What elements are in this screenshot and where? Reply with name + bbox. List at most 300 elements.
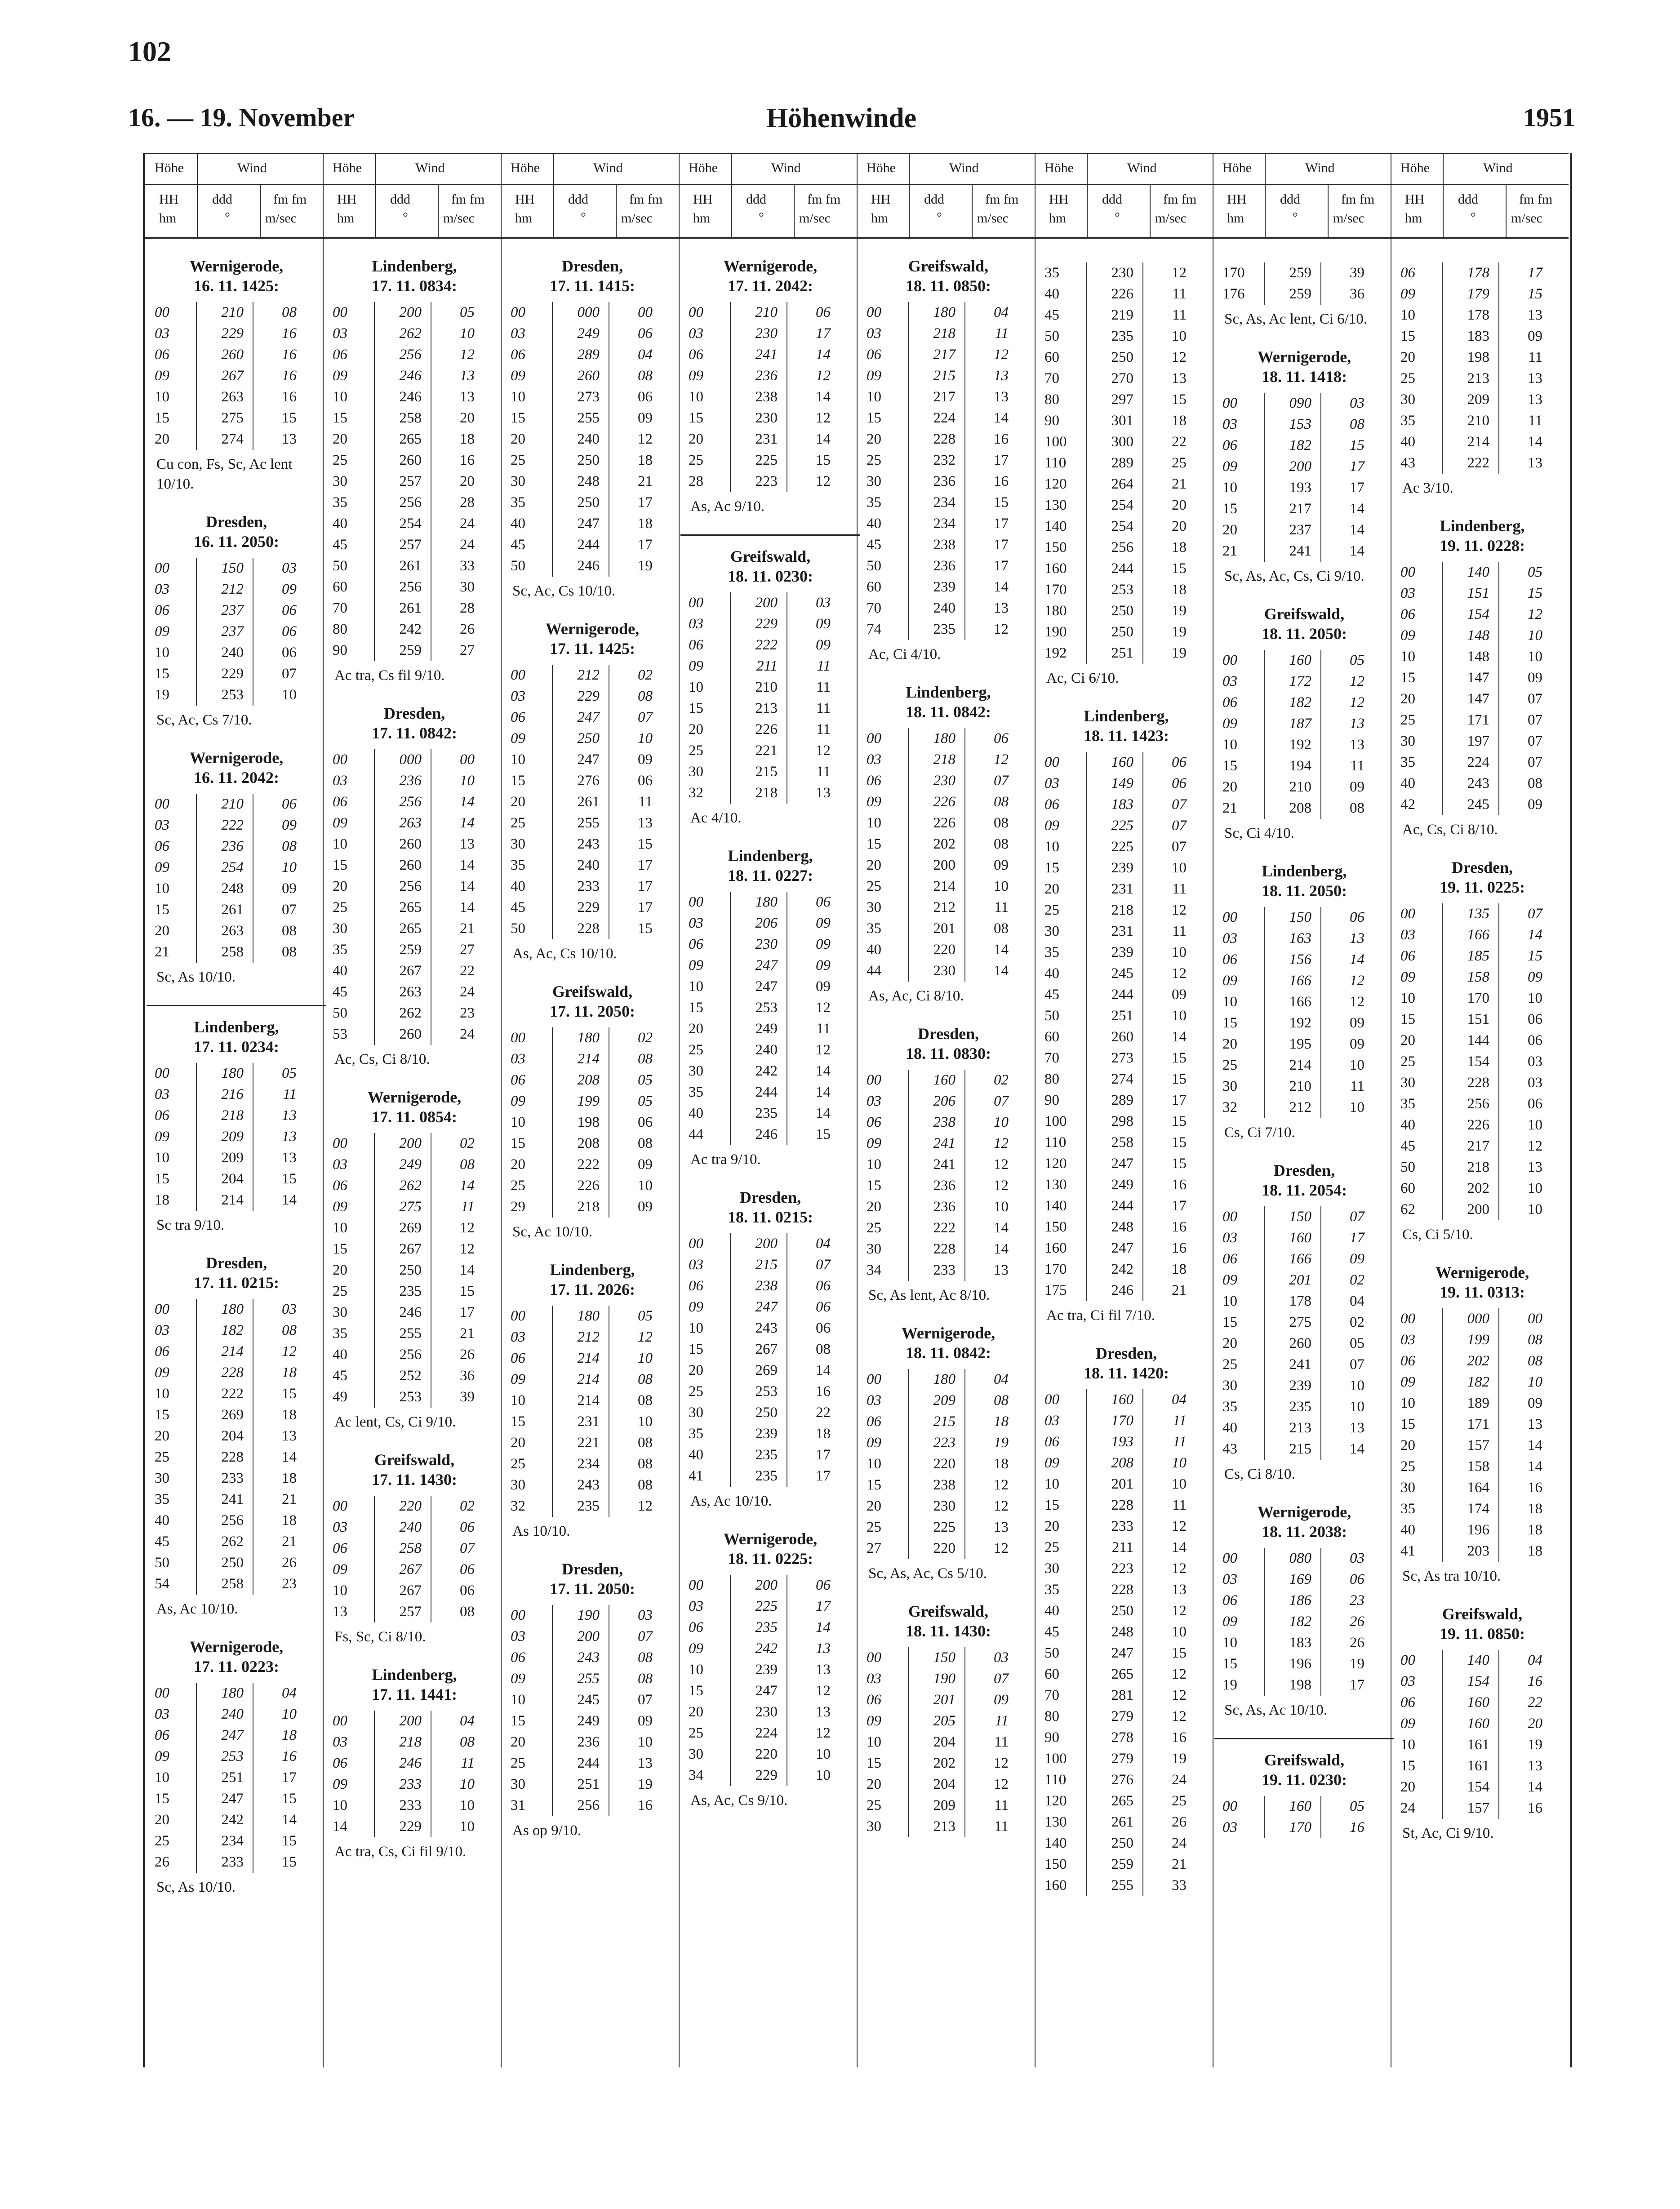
speed-value: 19 — [1528, 1737, 1542, 1753]
speed-value: 17 — [638, 857, 653, 873]
height-value: 54 — [155, 1576, 169, 1592]
speed-value: 08 — [994, 815, 1009, 831]
direction-value: 255 — [399, 1325, 422, 1342]
table-row — [153, 899, 320, 920]
direction-value: 236 — [933, 558, 956, 574]
table-row — [1043, 1622, 1210, 1643]
height-value: 40 — [867, 516, 881, 532]
speed-value: 06 — [282, 602, 297, 618]
direction-value: 154 — [1467, 606, 1489, 622]
table-row — [687, 429, 854, 450]
header-wind: Wind — [593, 160, 623, 175]
cloud-note: Ac, Cs, Ci 8/10. — [334, 1051, 430, 1067]
direction-value: 261 — [1111, 1814, 1133, 1830]
height-value: 45 — [1044, 987, 1059, 1003]
cloud-note: Sc, As, Ac, Cs, Ci 9/10. — [1224, 568, 1364, 584]
speed-value: 08 — [282, 1322, 297, 1338]
height-value: 06 — [155, 1343, 169, 1360]
direction-value: 235 — [1111, 328, 1133, 344]
table-row — [1221, 1590, 1388, 1611]
table-row — [687, 1339, 854, 1360]
table-row — [1221, 1291, 1388, 1312]
speed-value: 26 — [1172, 1814, 1187, 1830]
station-name: Greifswald, — [908, 1602, 989, 1620]
table-row — [687, 698, 854, 719]
header-hm: hm — [871, 211, 889, 226]
table-column — [1035, 153, 1213, 2067]
height-value: 45 — [867, 537, 881, 553]
height-value: 80 — [1044, 391, 1059, 408]
direction-value: 209 — [1467, 391, 1489, 408]
speed-value: 26 — [1350, 1635, 1364, 1651]
sounding-table — [331, 1133, 498, 1408]
header-hh: HH — [1227, 192, 1247, 207]
height-value: 09 — [867, 1135, 881, 1151]
table-row — [331, 1196, 498, 1218]
direction-value: 210 — [221, 796, 244, 812]
height-value: 30 — [1222, 1378, 1237, 1394]
station-name: Wernigerode, — [1257, 348, 1351, 366]
table-row — [331, 640, 498, 661]
observation-time: 17. 11. 1415: — [549, 277, 635, 295]
table-row — [1043, 1833, 1210, 1854]
height-value: 25 — [867, 1519, 881, 1535]
station-heading — [153, 512, 320, 551]
column-body — [865, 256, 1032, 1853]
table-row — [1043, 1558, 1210, 1579]
table-row — [509, 387, 676, 408]
speed-value: 08 — [1350, 416, 1364, 432]
table-row — [1221, 671, 1388, 692]
speed-value: 06 — [994, 730, 1009, 747]
table-row — [509, 1689, 676, 1711]
speed-value: 04 — [994, 304, 1009, 320]
table-row — [153, 1383, 320, 1405]
direction-value: 241 — [933, 1156, 956, 1173]
station-name: Dresden, — [561, 1560, 623, 1578]
direction-value: 214 — [221, 1343, 244, 1360]
direction-value: 195 — [1289, 1036, 1311, 1052]
header-degree: ° — [1293, 210, 1298, 225]
table-row — [1221, 1270, 1388, 1291]
table-row — [153, 1767, 320, 1788]
direction-value: 217 — [1467, 1138, 1489, 1154]
direction-value: 080 — [1289, 1550, 1311, 1566]
height-value: 15 — [155, 1171, 169, 1187]
table-row — [1043, 1090, 1210, 1111]
direction-value: 230 — [1111, 265, 1133, 281]
column-body — [509, 256, 676, 1858]
speed-value: 13 — [282, 1107, 297, 1124]
direction-value: 250 — [577, 730, 600, 747]
height-value: 130 — [1044, 497, 1067, 513]
speed-value: 08 — [282, 838, 297, 854]
speed-value: 11 — [994, 1797, 1009, 1813]
speed-value: 14 — [460, 1178, 475, 1194]
table-row — [331, 1281, 498, 1302]
speed-value: 10 — [1172, 860, 1187, 876]
observation-time: 17. 11. 1425: — [549, 640, 635, 658]
speed-value: 07 — [994, 1093, 1009, 1109]
table-row — [153, 1468, 320, 1489]
speed-value: 18 — [1172, 413, 1187, 429]
column-body — [1043, 256, 1210, 1911]
table-row — [1043, 1727, 1210, 1748]
speed-value: 15 — [1350, 437, 1364, 453]
speed-value: 09 — [1350, 779, 1364, 795]
table-column — [323, 153, 502, 2067]
table-row — [153, 663, 320, 684]
table-row — [687, 1466, 854, 1487]
table-row — [509, 1091, 676, 1112]
table-row — [1043, 326, 1210, 347]
station-name: Greifswald, — [730, 547, 811, 565]
direction-value: 180 — [577, 1308, 600, 1324]
table-row — [687, 408, 854, 429]
header-hh: HH — [1049, 192, 1069, 207]
speed-value: 16 — [460, 452, 475, 468]
speed-value: 06 — [1528, 1032, 1542, 1049]
table-row — [687, 1276, 854, 1297]
sounding-table — [509, 1306, 676, 1517]
column-body — [153, 256, 320, 1915]
direction-value: 201 — [933, 920, 956, 937]
direction-value: 259 — [399, 642, 422, 658]
direction-value: 239 — [1111, 860, 1133, 876]
height-value: 10 — [333, 1582, 347, 1599]
direction-value: 238 — [933, 1477, 956, 1493]
table-row — [687, 613, 854, 635]
direction-value: 275 — [399, 1199, 422, 1215]
header-ddd: ddd — [212, 192, 232, 207]
height-value: 03 — [155, 1706, 169, 1722]
table-row — [1399, 410, 1566, 431]
height-value: 10 — [867, 1734, 881, 1750]
height-value: 00 — [1222, 1798, 1237, 1814]
table-row — [865, 450, 1032, 471]
table-row — [687, 1040, 854, 1061]
table-row — [1043, 579, 1210, 600]
header-hm: hm — [159, 211, 177, 226]
height-value: 25 — [333, 899, 347, 916]
speed-value: 18 — [638, 516, 653, 532]
speed-value: 09 — [1528, 328, 1542, 344]
speed-value: 39 — [1350, 265, 1364, 281]
height-value: 40 — [1400, 434, 1415, 450]
table-row — [865, 429, 1032, 450]
direction-value: 269 — [221, 1407, 244, 1423]
header-hm: hm — [1049, 211, 1067, 226]
table-row — [1043, 1453, 1210, 1474]
speed-value: 12 — [1172, 1687, 1187, 1703]
table-row — [687, 323, 854, 344]
table-row — [153, 1105, 320, 1126]
direction-value: 247 — [221, 1727, 244, 1743]
direction-value: 255 — [577, 815, 600, 831]
table-row — [1043, 1132, 1210, 1153]
table-row — [1221, 414, 1388, 435]
height-value: 45 — [333, 1368, 347, 1384]
table-row — [1221, 1312, 1388, 1333]
table-row — [509, 302, 676, 323]
direction-value: 242 — [755, 1063, 778, 1079]
table-row — [865, 939, 1032, 960]
height-value: 25 — [1400, 370, 1415, 387]
speed-value: 16 — [1350, 1819, 1364, 1836]
table-row — [509, 492, 676, 513]
table-row — [509, 707, 676, 728]
table-row — [687, 677, 854, 698]
speed-value: 33 — [1172, 1877, 1187, 1893]
height-value: 25 — [689, 1725, 703, 1741]
table-row — [331, 1774, 498, 1795]
speed-value: 10 — [816, 1746, 831, 1762]
speed-value: 06 — [638, 325, 653, 342]
direction-value: 260 — [1289, 1335, 1311, 1351]
height-value: 09 — [511, 368, 525, 384]
table-row — [687, 1381, 854, 1402]
height-value: 50 — [333, 558, 347, 574]
table-row — [865, 749, 1032, 770]
height-value: 30 — [155, 1470, 169, 1486]
height-value: 09 — [333, 368, 347, 384]
direction-value: 247 — [221, 1791, 244, 1807]
table-row — [1043, 1643, 1210, 1664]
speed-value: 14 — [1528, 434, 1542, 450]
height-value: 40 — [1400, 1117, 1415, 1133]
speed-value: 33 — [460, 558, 475, 574]
table-row — [1043, 1196, 1210, 1217]
station-heading — [865, 1601, 1032, 1641]
speed-value: 13 — [460, 389, 475, 405]
direction-value: 217 — [933, 347, 956, 363]
table-row — [153, 1084, 320, 1105]
height-value: 20 — [867, 1776, 881, 1792]
height-value: 25 — [511, 452, 525, 468]
height-value: 15 — [155, 666, 169, 682]
direction-value: 259 — [1289, 286, 1311, 302]
table-row — [687, 997, 854, 1018]
direction-value: 244 — [755, 1084, 778, 1100]
speed-value: 09 — [282, 880, 297, 897]
direction-value: 209 — [221, 1150, 244, 1166]
speed-value: 08 — [994, 920, 1009, 937]
height-value: 15 — [867, 1178, 881, 1194]
speed-value: 11 — [1528, 349, 1542, 365]
speed-value: 10 — [1350, 1057, 1364, 1073]
height-value: 00 — [1222, 1550, 1237, 1566]
speed-value: 12 — [460, 1241, 475, 1257]
height-value: 19 — [155, 687, 169, 703]
height-value: 15 — [155, 410, 169, 426]
header-wind: Wind — [949, 160, 979, 175]
table-row — [1043, 347, 1210, 368]
height-value: 15 — [1044, 1497, 1059, 1513]
height-value: 15 — [1222, 1015, 1237, 1031]
table-row — [865, 770, 1032, 791]
direction-value: 241 — [933, 1135, 956, 1151]
direction-value: 228 — [1111, 1497, 1133, 1513]
height-value: 30 — [1400, 733, 1415, 749]
speed-value: 11 — [816, 1021, 831, 1037]
height-value: 50 — [1400, 1159, 1415, 1175]
station-name: Greifswald, — [374, 1451, 455, 1469]
height-value: 60 — [867, 579, 881, 595]
height-value: 06 — [689, 637, 703, 653]
height-value: 18 — [155, 1192, 169, 1208]
direction-value: 144 — [1467, 1032, 1489, 1049]
table-row — [153, 621, 320, 642]
height-value: 06 — [1044, 796, 1059, 813]
table-row — [331, 1753, 498, 1774]
speed-value: 07 — [638, 1692, 653, 1708]
direction-value: 239 — [933, 579, 956, 595]
height-value: 03 — [689, 1598, 703, 1614]
height-value: 06 — [155, 838, 169, 854]
height-value: 06 — [689, 936, 703, 952]
height-value: 10 — [155, 389, 169, 405]
page-title: Höhenwinde — [766, 103, 917, 133]
height-value: 35 — [333, 1325, 347, 1342]
height-value: 09 — [1222, 1613, 1237, 1630]
table-row — [1043, 453, 1210, 474]
height-value: 20 — [689, 431, 703, 447]
table-row — [865, 834, 1032, 855]
height-value: 10 — [511, 1392, 525, 1409]
height-value: 09 — [333, 1561, 347, 1578]
speed-value: 03 — [1350, 395, 1364, 411]
station-heading — [1221, 347, 1388, 387]
height-value: 30 — [333, 1304, 347, 1320]
table-row — [509, 1175, 676, 1196]
table-row — [153, 408, 320, 429]
height-value: 10 — [867, 389, 881, 405]
speed-value: 08 — [460, 1604, 475, 1620]
height-value: 06 — [155, 1107, 169, 1124]
height-value: 10 — [333, 836, 347, 852]
height-value: 25 — [155, 1449, 169, 1465]
height-value: 06 — [689, 1278, 703, 1294]
direction-value: 148 — [1467, 627, 1489, 644]
station-heading — [331, 703, 498, 743]
height-value: 15 — [511, 410, 525, 426]
speed-value: 14 — [816, 1063, 831, 1079]
table-column — [1391, 153, 1569, 2067]
direction-value: 231 — [755, 431, 778, 447]
speed-value: 24 — [460, 1026, 475, 1042]
speed-value: 08 — [994, 836, 1009, 852]
speed-value: 36 — [1350, 286, 1364, 302]
speed-value: 04 — [282, 1685, 297, 1701]
height-value: 15 — [511, 1413, 525, 1430]
station-heading — [865, 682, 1032, 722]
header-hoehe: Höhe — [511, 160, 540, 175]
speed-value: 06 — [282, 644, 297, 661]
speed-value: 05 — [1350, 1798, 1364, 1814]
height-value: 03 — [689, 325, 703, 342]
height-value: 90 — [333, 642, 347, 658]
direction-value: 208 — [577, 1072, 600, 1088]
height-value: 30 — [1044, 1560, 1059, 1577]
table-row — [509, 1711, 676, 1732]
speed-value: 13 — [1528, 370, 1542, 387]
height-value: 41 — [1400, 1543, 1415, 1559]
speed-value: 12 — [1528, 1138, 1542, 1154]
header-hh: HH — [515, 192, 535, 207]
table-row — [153, 836, 320, 857]
speed-value: 17 — [1528, 265, 1542, 281]
table-row — [509, 834, 676, 855]
speed-value: 10 — [1172, 1624, 1187, 1640]
direction-value: 278 — [1111, 1729, 1133, 1746]
speed-value: 13 — [1528, 391, 1542, 408]
height-value: 06 — [333, 1178, 347, 1194]
height-value: 03 — [333, 1156, 347, 1173]
speed-value: 12 — [816, 473, 831, 489]
height-value: 70 — [1044, 370, 1059, 387]
table-row — [153, 1299, 320, 1320]
table-row — [153, 600, 320, 621]
speed-value: 10 — [638, 1350, 653, 1366]
speed-value: 06 — [638, 773, 653, 789]
speed-value: 13 — [282, 431, 297, 447]
speed-value: 09 — [638, 410, 653, 426]
direction-value: 241 — [1289, 1356, 1311, 1373]
direction-value: 194 — [1289, 758, 1311, 774]
height-value: 15 — [511, 1713, 525, 1729]
speed-value: 15 — [1528, 286, 1542, 302]
header-degree: ° — [1115, 210, 1120, 225]
height-value: 30 — [689, 1063, 703, 1079]
height-value: 40 — [333, 963, 347, 979]
table-row — [687, 1680, 854, 1702]
speed-value: 18 — [282, 1407, 297, 1423]
direction-value: 198 — [577, 1114, 600, 1130]
section-rule — [1214, 1738, 1394, 1739]
direction-value: 178 — [1467, 265, 1489, 281]
height-value: 03 — [511, 1329, 525, 1345]
speed-value: 10 — [282, 1706, 297, 1722]
table-row — [1043, 1174, 1210, 1196]
observation-time: 17. 11. 2050: — [549, 1002, 635, 1020]
speed-value: 24 — [1172, 1835, 1187, 1851]
table-row — [687, 656, 854, 677]
speed-value: 20 — [460, 473, 475, 489]
table-row — [1043, 1259, 1210, 1280]
height-value: 25 — [689, 1383, 703, 1400]
direction-value: 253 — [399, 1389, 422, 1405]
height-value: 03 — [155, 1322, 169, 1338]
height-value: 14 — [333, 1818, 347, 1835]
speed-value: 14 — [282, 1192, 297, 1208]
table-row — [331, 749, 498, 770]
direction-value: 267 — [755, 1341, 778, 1357]
speed-value: 10 — [994, 1199, 1009, 1215]
direction-value: 257 — [399, 1604, 422, 1620]
speed-value: 16 — [282, 347, 297, 363]
table-row — [509, 1196, 676, 1218]
table-row — [153, 558, 320, 579]
speed-value: 14 — [1528, 1779, 1542, 1795]
table-row — [1043, 1812, 1210, 1833]
speed-value: 16 — [1528, 1673, 1542, 1689]
direction-value: 265 — [399, 431, 422, 447]
speed-value: 09 — [1528, 1395, 1542, 1411]
direction-value: 253 — [755, 1383, 778, 1400]
speed-value: 10 — [638, 1178, 653, 1194]
table-row — [1221, 970, 1388, 991]
height-value: 00 — [155, 1301, 169, 1317]
